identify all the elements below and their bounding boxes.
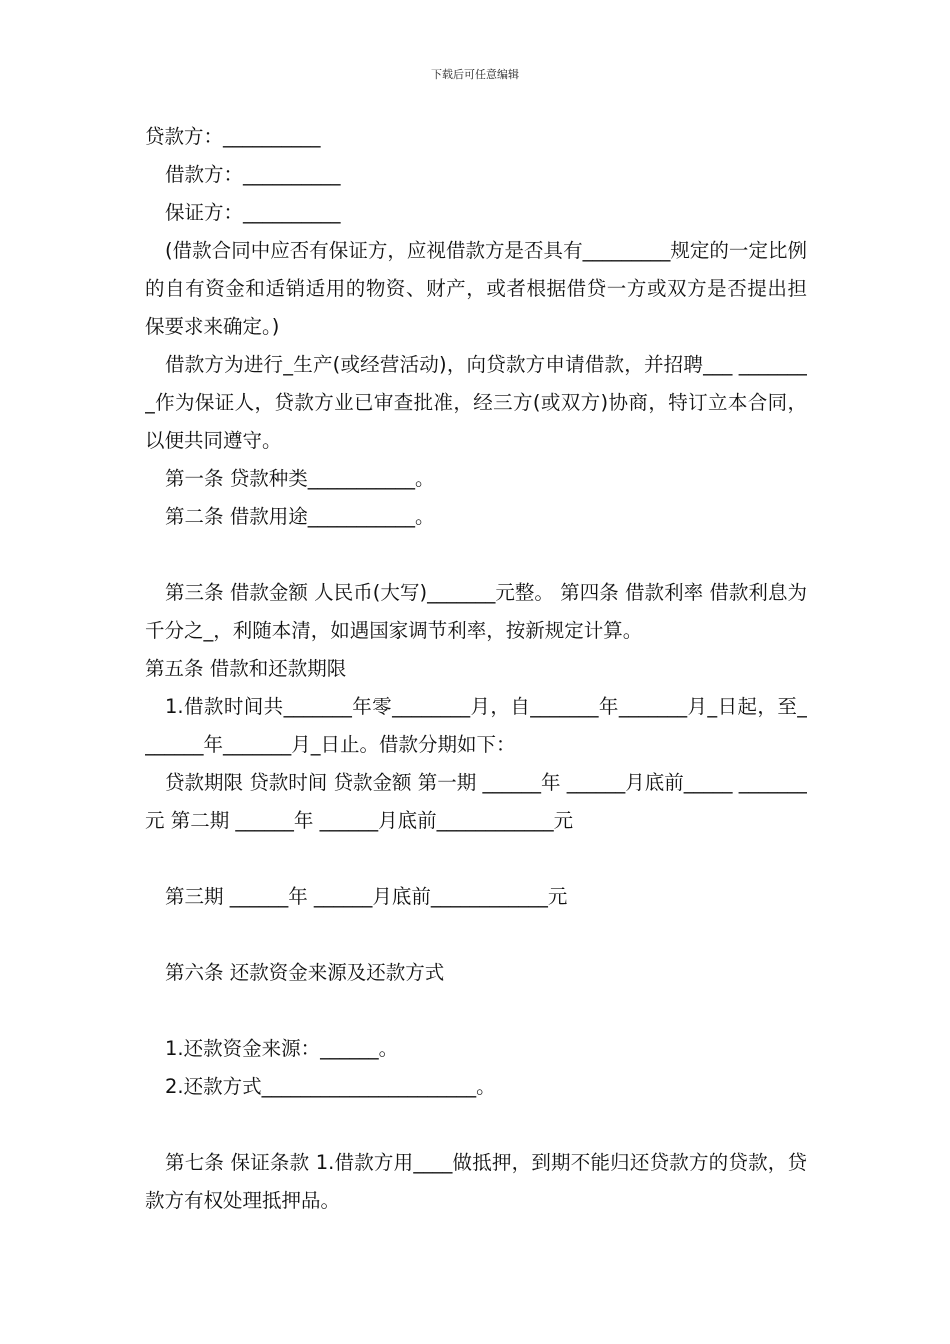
intro-paragraph: 借款方为进行_生产(或经营活动)，向贷款方申请借款，并招聘___ ________作为保证人，贷款方业已审查批准，经三方(或双方)协商，特订立本合同，以便共同遵守。: [145, 353, 807, 452]
repayment-schedule-line-2: 第三期 ______年 ______月底前____________元: [165, 885, 568, 908]
page-header: 下载后可任意编辑: [431, 68, 519, 81]
guarantor-line: 保证方：__________: [165, 201, 341, 224]
article-5-item-1: 1.借款时间共_______年零________月，自_______年_______月_日起，至_______年_______月_日止。借款分期如下：: [145, 695, 807, 756]
article-6-title: 第六条 还款资金来源及还款方式: [165, 961, 445, 984]
article-7-guarantee: 第七条 保证条款 1.借款方用____做抵押，到期不能归还贷款方的贷款，贷款方有权处理抵押品。: [145, 1151, 807, 1212]
article-6-item-2: 2.还款方式______________________。: [165, 1075, 496, 1098]
article-1-loan-type: 第一条 贷款种类___________。: [165, 467, 435, 490]
article-5-title: 第五条 借款和还款期限: [145, 657, 347, 680]
repayment-schedule-line-1: 贷款期限 贷款时间 贷款金额 第一期 ______年 ______月底前_____ _______元 第二期 ______年 ______月底前____________元: [145, 771, 807, 832]
contract-body: [145, 118, 807, 1220]
article-6-item-1: 1.还款资金来源：______。: [165, 1037, 399, 1060]
lender-line: 贷款方：__________: [145, 125, 321, 148]
article-2-loan-purpose: 第二条 借款用途___________。: [165, 505, 435, 528]
article-3-4-amount-rate: 第三条 借款金额 人民币(大写)_______元整。 第四条 借款利率 借款利息为千分之_，利随本清，如遇国家调节利率，按新规定计算。: [145, 581, 807, 642]
borrower-line: 借款方：__________: [165, 163, 341, 186]
guarantor-note: (借款合同中应否有保证方，应视借款方是否具有_________规定的一定比例的自有资金和适销适用的物资、财产，或者根据借贷一方或双方是否提出担保要求来确定。): [145, 239, 807, 338]
